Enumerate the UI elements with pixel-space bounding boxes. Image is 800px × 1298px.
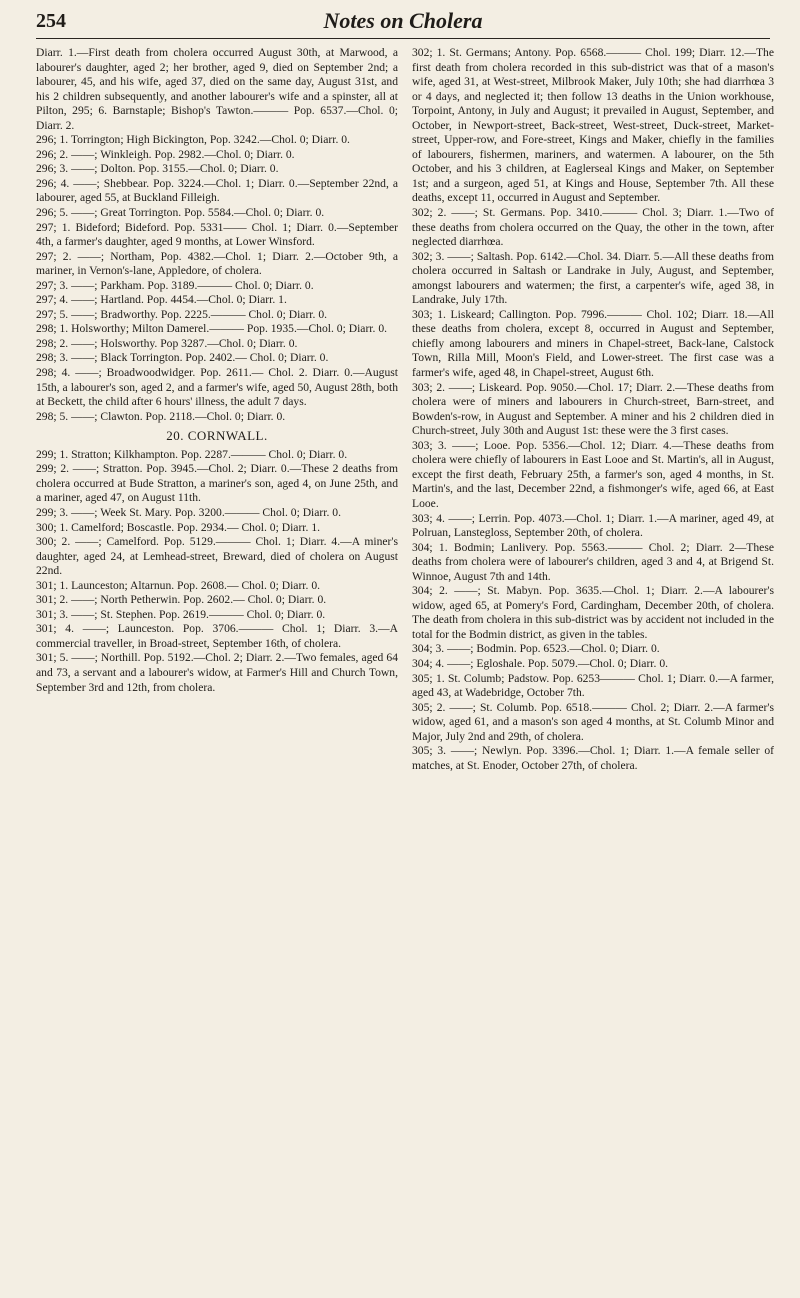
entry: 296; 1. Torrington; High Bickington, Pop. 3242.—Chol. 0; Diarr. 0. <box>36 133 350 147</box>
entry: 300; 1. Camelford; Boscastle. Pop. 2934.— Chol. 0; Diarr. 1. <box>36 520 321 534</box>
entry: 303; 4. ——; Lerrin. Pop. 4073.—Chol. 1; Diarr. 1.—A mariner, aged 49, at Polruan, Lanstegloss, September 20th, of cholera. <box>412 511 774 540</box>
entry: 303; 3. ——; Looe. Pop. 5356.—Chol. 12; Diarr. 4.—These deaths from cholera were chiefly of labourers in East Looe and St. Martin's, all in August, except the first death, February 25th, a farmer's son, aged 4 months, in St. Martin's, and the last, December 22nd, a fishmonger's wife, aged 66, at East Looe. <box>412 438 774 510</box>
entry: 303; 1. Liskeard; Callington. Pop. 7996.——— Chol. 102; Diarr. 18.—All these deaths from cholera, except 8, occurred in August and September, chiefly among labourers and miners in Chapel-street, Back-lane, Calstock Town, Rilla Mill, Moon's Field, and Lower-street. The first case was a farmer's wife, aged 48, in Chapel-street, August 6th. <box>412 307 774 380</box>
entry: 305; 2. ——; St. Columb. Pop. 6518.——— Chol. 2; Diarr. 2.—A farmer's widow, aged 61, and a mason's son aged 4 months, at St. Columb Minor and Major, July 2nd and 29th, of cholera. <box>412 700 774 743</box>
page-header <box>36 8 770 36</box>
entry: 298; 4. ——; Broadwoodwidger. Pop. 2611.— Chol. 2. Diarr. 0.—August 15th, a labourer's son, aged 2, and a farmer's wife, aged 50, August 28th, both at Beckett, the child after 6 hours' illness, the adult 7 days. <box>36 366 398 409</box>
entry: 296; 5. ——; Great Torrington. Pop. 5584.—Chol. 0; Diarr. 0. <box>36 206 325 220</box>
entry: 305; 1. St. Columb; Padstow. Pop. 6253——— Chol. 1; Diarr. 0.—A farmer, aged 43, at Wadebridge, October 7th. <box>412 671 774 700</box>
entry: 297; 5. ——; Bradworthy. Pop. 2225.——— Chol. 0; Diarr. 0. <box>36 307 328 321</box>
entry: 296; 2. ——; Winkleigh. Pop. 2982.—Chol. 0; Diarr. 0. <box>36 147 295 161</box>
section-heading: 20. CORNWALL. <box>166 428 268 444</box>
entry: 298; 3. ——; Black Torrington. Pop. 2402.— Chol. 0; Diarr. 0. <box>36 351 329 365</box>
entry: 297; 3. ——; Parkham. Pop. 3189.——— Chol. 0; Diarr. 0. <box>36 278 314 292</box>
entry: 301; 4. ——; Launceston. Pop. 3706.——— Chol. 1; Diarr. 3.—A commercial traveller, in Broad-street, September 16th, of cholera. <box>36 622 398 650</box>
entry: 296; 4. ——; Shebbear. Pop. 3224.—Chol. 1; Diarr. 0.—September 22nd, a labourer, aged 55, at Buckland Filleigh. <box>36 176 398 205</box>
entry: 303; 2. ——; Liskeard. Pop. 9050.—Chol. 17; Diarr. 2.—These deaths from cholera were of miners and labourers in Church-street, Barn-street, and Bowden's-row, in August and September. A miner and his 2 children died in Church-street, July 30th and August 1st: these were the 3 first cases. <box>412 380 774 438</box>
entry: 301; 2. ——; North Petherwin. Pop. 2602.— Chol. 0; Diarr. 0. <box>36 593 327 607</box>
entry: 297; 4. ——; Hartland. Pop. 4454.—Chol. 0; Diarr. 1. <box>36 293 287 307</box>
entry: 299; 2. ——; Stratton. Pop. 3945.—Chol. 2; Diarr. 0.—These 2 deaths from cholera occurred at Bude Stratton, a mariner's son, aged 4, on June 25th, and a mariner, aged 47, on August 11th. <box>36 462 398 505</box>
entry: 304; 2. ——; St. Mabyn. Pop. 3635.—Chol. 1; Diarr. 2.—A labourer's widow, aged 65, at Pomery's Ford, Cardingham, December 20th, of cholera. The death from cholera in this sub-district was by accident not included in the total for the Bodmin district, as given in the tables. <box>412 584 774 641</box>
entry: 302; 2. ——; St. Germans. Pop. 3410.——— Chol. 3; Diarr. 1.—Two of these deaths from cholera occurred on the Quay, the other in the town, after neglected diarrhœa. <box>412 206 774 249</box>
entry: 301; 3. ——; St. Stephen. Pop. 2619.——— Chol. 0; Diarr. 0. <box>36 607 326 621</box>
entry: 304; 4. ——; Egloshale. Pop. 5079.—Chol. 0; Diarr. 0. <box>412 656 669 670</box>
entry: 302; 3. ——; Saltash. Pop. 6142.—Chol. 34. Diarr. 5.—All these deaths from cholera occurred in Saltash or Landrake in July, August, and September, amongst labourers and watermen; the first, a carpenter's wife, aged 38, in Landrake, July 17th. <box>412 249 774 307</box>
entry: 297; 2. ——; Northam, Pop. 4382.—Chol. 1; Diarr. 2.—October 9th, a mariner, in Vernon's-lane, Appledore, of cholera. <box>36 249 398 278</box>
header-rule <box>36 38 770 39</box>
entry: 301; 1. Launceston; Altarnun. Pop. 2608.— Chol. 0; Diarr. 0. <box>36 578 321 592</box>
entry: 304; 3. ——; Bodmin. Pop. 6523.—Chol. 0; Diarr. 0. <box>412 642 660 656</box>
entry: 298; 5. ——; Clawton. Pop. 2118.—Chol. 0; Diarr. 0. <box>36 409 286 423</box>
entry: 301; 5. ——; Northill. Pop. 5192.—Chol. 2; Diarr. 2.—Two females, aged 64 and 73, a servant and a labourer's widow, at Farmer's Hill and Church Town, September 3rd and 12th, from cholera. <box>36 651 398 694</box>
right-column <box>412 46 774 1292</box>
entry: 298; 1. Holsworthy; Milton Damerel.——— Pop. 1935.—Chol. 0; Diarr. 0. <box>36 322 388 336</box>
entry: 299; 3. ——; Week St. Mary. Pop. 3200.——— Chol. 0; Diarr. 0. <box>36 505 342 519</box>
left-column <box>36 46 398 1292</box>
entry: Diarr. 1.—First death from cholera occurred August 30th, at Marwood, a labourer's daughter, aged 2; her brother, aged 9, died on September 2nd; a labourer, 45, and his wife, aged 37, died on the same day, August 31st, and his 2 children subsequently, and another labourer's wife and a spinster, all at Pilton, 295; 6. Barnstaple; Bishop's Tawton.——— Pop. 6537.—Chol. 0; Diarr. 2. <box>36 46 398 132</box>
running-title: Notes on Cholera <box>323 8 483 33</box>
entry: 296; 3. ——; Dolton. Pop. 3155.—Chol. 0; Diarr. 0. <box>36 162 279 176</box>
page-number: 254 <box>36 10 66 32</box>
entry: 304; 1. Bodmin; Lanlivery. Pop. 5563.——— Chol. 2; Diarr. 2—These deaths from cholera were of labourer's children, aged 3 and 4, at Brigend St. Winnoe, August 7th and 14th. <box>412 540 774 583</box>
entry: 302; 1. St. Germans; Antony. Pop. 6568.——— Chol. 199; Diarr. 12.—The first death from cholera recorded in this sub-district was that of a mason's wife, aged 31, at West-street, Milbrook Maker, July 10th; she had diarrhœa 3 or 4 days, and neglected it; then follow 13 deaths in the Union workhouse, Torpoint, Antony, in July and August; it prevailed in August, September, and October, in Newport-street, Back-street, West-street, Duck-street, Market-street, Upper-row, and Fore-street, Kings and Maker, chiefly in the families of labourers, fishermen, mariners, and watermen. A labourer, on the 5th October, and his 3 children, at Eaglerseal Kings and Maker, on September 1st; and a surgeon, aged 51, at Kings and House, September 7th. All these deaths, except 11, occurred in August and September. <box>412 46 774 205</box>
entry: 300; 2. ——; Camelford. Pop. 5129.——— Chol. 1; Diarr. 4.—A miner's daughter, aged 24, at Lemhead-street, Breward, died of cholera on August 22nd. <box>36 535 398 578</box>
entry: 299; 1. Stratton; Kilkhampton. Pop. 2287.——— Chol. 0; Diarr. 0. <box>36 447 348 461</box>
entry: 297; 1. Bideford; Bideford. Pop. 5331—— Chol. 1; Diarr. 0.—September 4th, a farmer's daughter, aged 9 months, at Lower Winsford. <box>36 220 398 249</box>
entry: 298; 2. ——; Holsworthy. Pop 3287.—Chol. 0; Diarr. 0. <box>36 336 298 350</box>
entry: 305; 3. ——; Newlyn. Pop. 3396.—Chol. 1; Diarr. 1.—A female seller of matches, at St. Enoder, October 27th, of cholera. <box>412 744 774 772</box>
